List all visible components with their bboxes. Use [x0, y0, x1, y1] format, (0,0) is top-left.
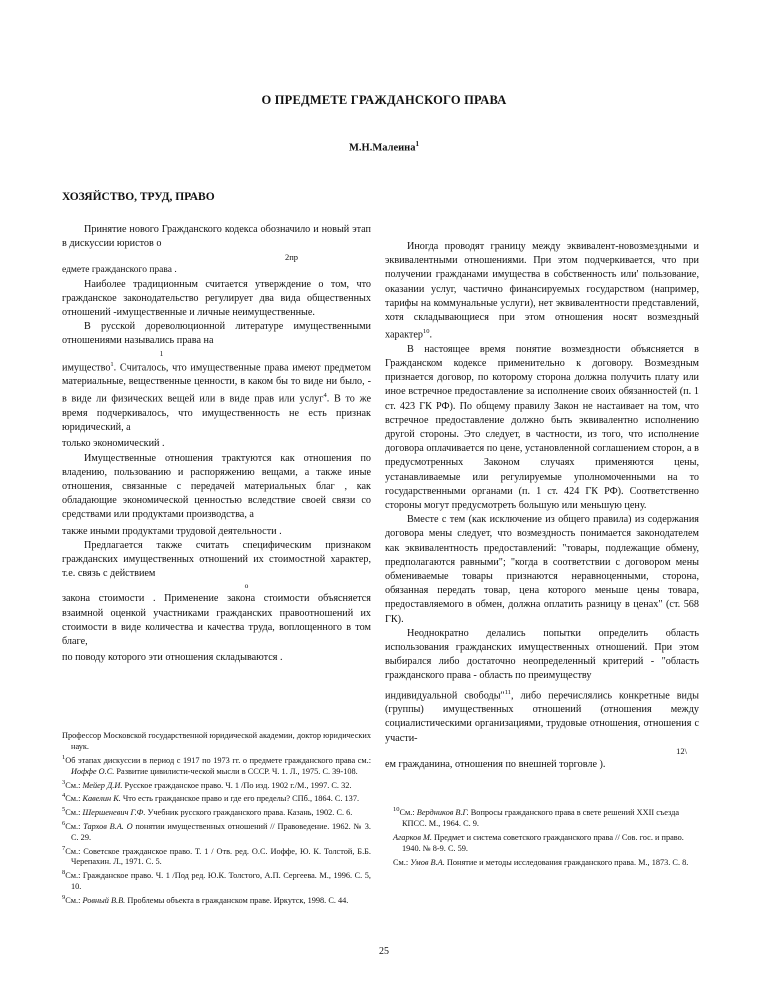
left-paragraph-3a: В русской дореволюционной литературе имущественными отношениями назывались права на — [62, 321, 371, 347]
footnote-text: См.: — [65, 821, 84, 831]
footnote-mark: 4 — [323, 392, 327, 400]
footnote-text: См.: — [399, 807, 417, 817]
right-column — [385, 240, 699, 772]
footnote — [62, 777, 371, 791]
footnote-text: См.: — [393, 857, 411, 867]
footnote-text: Что есть гражданское право и где его пределы? СПб., 1864. С. 137. — [120, 794, 360, 804]
footnote — [393, 804, 699, 829]
margin-note: о — [244, 581, 249, 591]
footnote-mark: 1 — [110, 360, 114, 368]
footnote-author: Иоффе О.С. — [71, 766, 115, 776]
footnote — [62, 727, 371, 752]
footnote-number: 9 — [62, 894, 66, 902]
author-footnote-mark: 1 — [415, 140, 419, 148]
left-paragraph-4b: также иными продуктами трудовой деятельности . — [62, 525, 282, 537]
right-paragraph-4d: ем гражданина, отношения по внешней торговле ). — [385, 758, 606, 770]
footnote — [62, 892, 371, 906]
text-segment: имущество — [62, 362, 111, 374]
footnote-author: Кавелин К. — [82, 794, 121, 804]
article-title: О ПРЕДМЕТЕ ГРАЖДАНСКОГО ПРАВА — [261, 93, 507, 107]
footnote-mark: 11 — [504, 688, 511, 696]
section-heading: ХОЗЯЙСТВО, ТРУД, ПРАВО — [62, 191, 215, 203]
footnote-text: См.: — [65, 895, 83, 905]
footnote-number: 6 — [62, 819, 66, 827]
left-paragraph-3b — [62, 358, 371, 436]
footnote-author: Шершеневич Г.Ф. — [82, 807, 146, 817]
footnote-number: 4 — [62, 792, 66, 800]
footnote-text: Вопросы гражданского права в свете решений XXII съезда КПСС. М., 1964. С. 9. — [402, 807, 680, 828]
text-segment: , либо перечислялись конкретные виды (группы) имущественных отношений (отношения между социалистическими организациями, трудовые отношения, отношения с участи- — [385, 690, 699, 744]
right-paragraph-1: Иногда проводят границу между эквивалент-новозмездными и эквивалентными отношениями. При этом подчеркивается, что при получении гражданами имущества в собственность или' пользование, оказании услуг, частично финансируемых государством (например, тарифы на коммунальные услуги), нет эквивалентности представлений, хотя складывающиеся при этом отношения носят возмездный характер$^{10}$. — [385, 241, 699, 341]
footnote — [62, 843, 371, 868]
author-name — [0, 140, 768, 154]
footnote-author: Агарков М. — [393, 832, 432, 842]
left-footnotes — [62, 727, 371, 906]
footnote-text: Понятие и методы исследования гражданского права. М., 1873. С. 8. — [444, 857, 689, 867]
left-paragraph-3e: только экономический . — [62, 438, 165, 450]
footnote — [62, 790, 371, 804]
right-paragraph-3: Вместе с тем (как исключение из общего правила) из содержания договора мены следует, что возмездность понимается законодателем как эквивалентность предоставлений: "товары, подлежащие обмену, предполагаются равными"; "когда в соответствии с договором мены обмениваемые товары признаются неравноценными, сторона, обязанная передать товар, цена которого меньше цены товара, предоставляемого в обмен, должна оплатить разницу в ценах" (ст. 568 ГК). — [385, 514, 699, 625]
text-segment: . В то же время подчеркивалось, что имущественность не есть признак юридический, а — [62, 393, 372, 434]
footnote-number: 1 — [62, 753, 66, 761]
left-column — [62, 223, 371, 665]
footnote-text: Проблемы объекта в гражданском праве. Иркутск, 1998. С. 44. — [125, 895, 349, 905]
footnote-text: Учебник русского гражданского права. Казань, 1902. С. 6. — [145, 807, 353, 817]
right-paragraph-4b — [385, 686, 699, 746]
footnote-text: См.: — [65, 807, 83, 817]
footnote-author: Тархов В.А. О — [83, 821, 133, 831]
footnote-text: Развитие цивилисти-ческой мысли в СССР. Ч. 1. Л., 1975. С. 39-108. — [114, 766, 358, 776]
margin-note: 2пр — [284, 252, 299, 263]
footnote-mark: 10 — [422, 328, 430, 336]
text-segment: . Считалось, что имущественные права имеют предметом материальные, вещественные ценности, в каком бы то виде ни было, - в виде ли физических вещей или в виде прав или услуг — [62, 362, 371, 405]
footnote — [62, 867, 371, 892]
footnote-number: 3 — [62, 778, 66, 786]
footnote-text: Профессор Московской государственной юридической академии, доктор юридических наук. — [62, 730, 371, 751]
right-paragraph-4a: Неоднократно делались попытки определить область использования гражданских имущественных отношений. При этом выбирался либо достаточно неопределенный критерий - "область гражданского права - область по преимуществу — [385, 627, 699, 682]
left-paragraph-2: Наиболее традиционным считается утверждение о том, что гражданское законодательство регулирует два вида общественных отношений -имущественные и личные неимущественные. — [62, 278, 371, 319]
left-paragraph-5c: по поводу которого эти отношения складываются . — [62, 652, 283, 664]
right-paragraph-2: В настоящее время понятие возмездности объясняется в Гражданском кодексе применительно к договору. Возмездным признается договор, по которому сторона должна получить плату или иное встречное предоставление за исполнение своих обязанностей (п. 1 ст. 423 ГК РФ). По общему правилу Закон не настаивает на том, что встречное предоставление должно быть эквивалентно исполнению другой стороны. Это следует, в частности, из того, что исполнение договора оплачивается по цене, установленной соглашением сторон, а в предусмотренных Законом случаях применяются цены, устанавливаемые или регулируемые уполномоченными на то государственными органами (п. 1 ст. 424 ГК РФ). Соответственно стороны могут предусмотреть большую или меньшую цену. — [385, 343, 699, 512]
footnote-author: Вердников В.Г. — [416, 807, 469, 817]
margin-note: 12\ — [676, 745, 687, 756]
footnote-author: Ровный В.В. — [82, 895, 126, 905]
margin-note: 1 — [159, 348, 164, 358]
footnote — [393, 854, 699, 868]
footnote-text: Предмет и система советского гражданского права // Сов. гос. и право. 1940. № 8-9. С. 59. — [402, 832, 684, 853]
left-paragraph-4a: Имущественные отношения трактуются как отношения по владению, пользованию и распоряжению вещами, а также иные отношения, связанные с передачей материальных благ , как обладающие экономической ценностью вследствие своей связи со средствами или продуктами производства, а — [62, 452, 371, 521]
page-number: 25 — [379, 946, 389, 957]
footnote-author: Умов В.А. — [410, 857, 445, 867]
footnote-text: См.: Гражданское право. Ч. 1 /Под ред. Ю.К. Толстого, А.П. Сергеева. М., 1996. С. 5, 10. — [65, 871, 371, 892]
footnote-number: 10 — [393, 806, 400, 813]
right-footnotes — [393, 804, 699, 867]
footnote — [393, 829, 699, 854]
left-paragraph-5a: Предлагается также считать специфическим признаком гражданских имущественных отношений их стоимостной характер, т.е. связь с действием — [62, 539, 371, 580]
footnote-author: Мейер Д.И. — [82, 780, 123, 790]
footnote-number: 8 — [62, 869, 66, 877]
footnote — [62, 752, 371, 777]
footnote-text: Об этапах дискуссии в период с 1917 по 1973 гг. о предмете гражданского права см.: — [65, 755, 371, 765]
left-paragraph-1b: едмете гражданского права . — [62, 265, 177, 276]
footnote — [62, 818, 371, 843]
left-paragraph-1a: Принятие нового Гражданского кодекса обозначило и новый этап в дискуссии юристов о — [62, 224, 371, 250]
text-segment: Иногда проводят границу между эквивалент-новозмездными и эквивалентными отношениями. При этом подчеркивается, что при получении гражданами имущества в собственность или' пользование, оказании услуг, частично финансируемых государством (например, тарифы на коммунальные услуги), нет эквивалентности представлений, хотя складывающиеся при этом отношения носят возмездный характер — [385, 241, 699, 341]
footnote-text: См.: — [65, 794, 83, 804]
footnote-text: Русское гражданское право. Ч. 1 /По изд. 1902 г./М., 1997. С. 32. — [122, 780, 352, 790]
left-paragraph-5b: закона стоимости . Применение закона стоимости объясняется взаимной оценкой участниками гражданских правоотношений их стоимости в виде количества и качества труда, воплощенного в том благе, — [62, 593, 371, 648]
footnote-text: См.: Советское гражданское право. Т. 1 / Отв. ред. О.С. Иоффе, Ю. К. Толстой, Б.Б. Черепахин. Л., 1971. С. 5. — [65, 846, 371, 867]
footnote-number: 7 — [62, 844, 66, 852]
footnote-text: понятии имущественных отношений // Правоведение. 1962. № 3. С. 29. — [71, 821, 371, 842]
text-segment: индивидуальной свободы" — [385, 690, 505, 702]
author-text: М.Н.Малеина — [349, 142, 416, 154]
footnote-number: 5 — [62, 806, 66, 814]
footnote-text: См.: — [65, 780, 83, 790]
footnote — [62, 804, 371, 818]
